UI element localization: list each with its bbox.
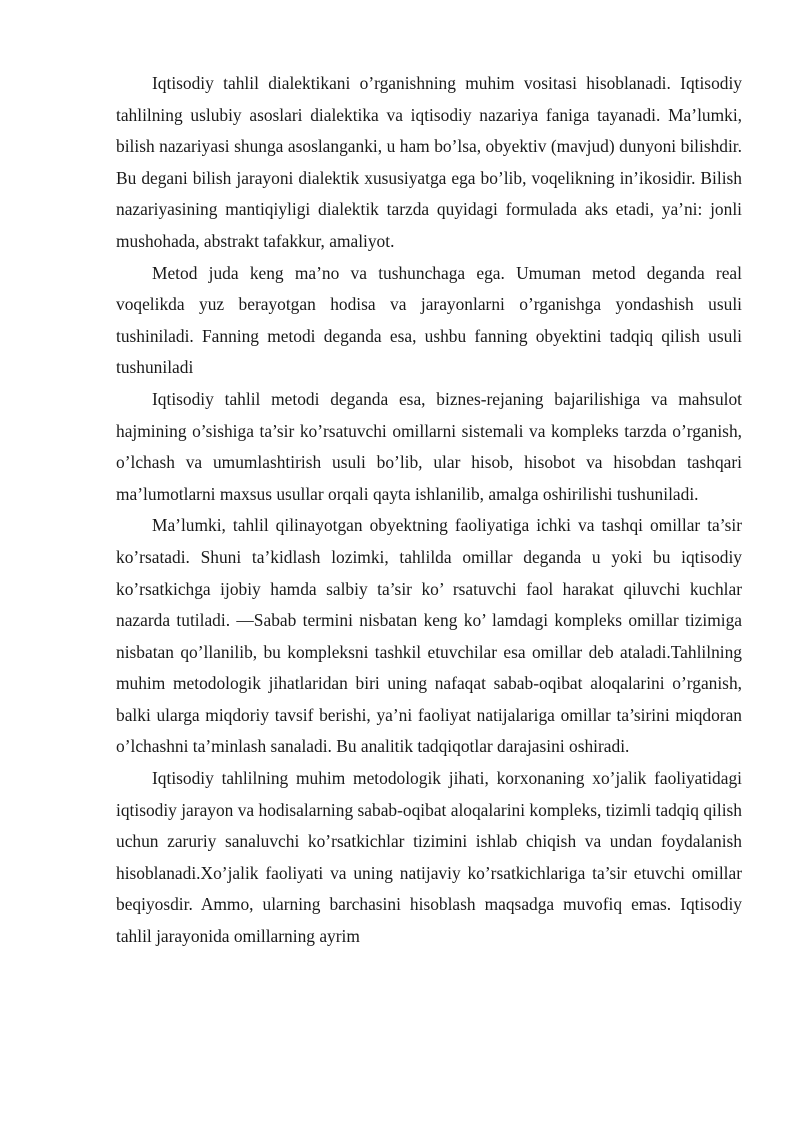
document-page [116, 68, 742, 953]
paragraph-analysis-method: Iqtisodiy tahlil metodi deganda esa, biznes-rejaning bajarilishiga va mahsulot hajmining o’sishiga ta’sir ko’rsatuvchi omillarni sistemali va kompleks tarzda o’rganish, o’lchash va umumlashtirish usuli bo’lib, ular hisob, hisobot va hisobdan tashqari ma’lumotlarni maxsus usullar orqali qayta ishlanilib, amalga oshirilishi tushuniladi. [116, 388, 742, 504]
paragraph-dialectics: Iqtisodiy tahlil dialektikani o’rganishning muhim vositasi hisoblanadi. Iqtisodiy tahlilning uslubiy asoslari dialektika va iqtisodiy nazariya faniga tayanadi. Ma’lumki, bilish nazariyasi shunga asoslanganki, u ham bo’lsa, obyektiv (mavjud) dunyoni bilishdir. Bu degani bilish jarayoni dialektik xususiyatga ega bo’lib, voqelikning in’ikosidir. Bilish nazariyasining mantiqiyligi dialektik tarzda quyidagi formulada aks etadi, ya’ni: jonli mushohada, abstrakt tafakkur, amaliyot. [116, 73, 742, 251]
paragraph-indicator-system: Iqtisodiy tahlilning muhim metodologik jihati, korxonaning xo’jalik faoliyatidagi iqtisodiy jarayon va hodisalarning sabab-oqibat aloqalarini kompleks, tizimli tadqiq qilish uchun zaruriy sanaluvchi ko’rsatkichlar tizimini ishlab chiqish va undan foydalanish hisoblanadi.Xo’jalik faoliyati va uning natijaviy ko’rsatkichlariga ta’sir etuvchi omillar beqiyosdir. Ammo, ularning barchasini hisoblash maqsadga muvofiq emas. Iqtisodiy tahlil jarayonida omillarning ayrim [116, 768, 742, 947]
paragraph-factors: Ma’lumki, tahlil qilinayotgan obyektning faoliyatiga ichki va tashqi omillar ta’sir ko’rsatadi. Shuni ta’kidlash lozimki, tahlilda omillar deganda u yoki bu iqtisodiy ko’rsatkichga ijobiy hamda salbiy ta’sir ko’ rsatuvchi faol harakat qiluvchi kuchlar nazarda tutiladi. ―Sabab termini nisbatan keng ko’ lamdagi kompleks omillar tizimiga nisbatan qo’llanilib, bu kompleksni tashkil etuvchilar esa omillar deb ataladi.Tahlilning muhim metodologik jihatlaridan biri uning nafaqat sabab-oqibat aloqalarini o’rganish, balki ularga miqdoriy tavsif berishi, ya’ni faoliyat natijalariga omillar ta’sirini miqdoran o’lchashni ta’minlash sanaladi. Bu analitik tadqiqotlar darajasini oshiradi. [116, 515, 742, 757]
paragraph-method-definition: Metod juda keng ma’no va tushunchaga ega. Umuman metod deganda real voqelikda yuz berayotgan hodisa va jarayonlarni o’rganishga yondashish usuli tushiniladi. Fanning metodi deganda esa, ushbu fanning obyektini tadqiq qilish usuli tushuniladi [116, 262, 742, 378]
